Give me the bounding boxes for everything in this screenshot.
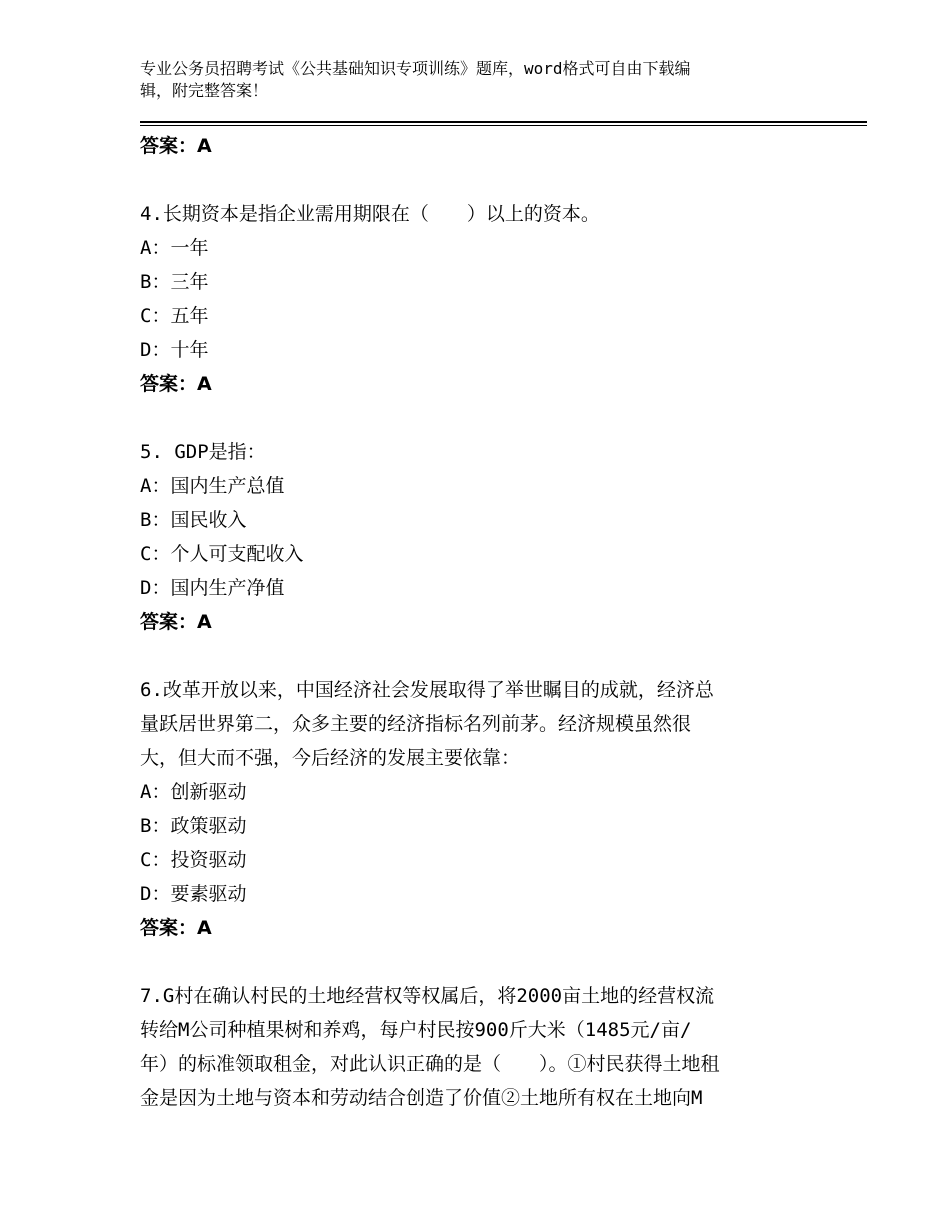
answer: 答案：A (140, 917, 212, 939)
answer: 答案：A (140, 373, 212, 395)
question-text-line-3: 大，但大而不强，今后经济的发展主要依靠： (140, 747, 521, 769)
page-header (140, 58, 800, 102)
prev-answer: 答案：A (140, 135, 212, 157)
question-text-line-2: 转给M公司种植果树和养鸡，每户村民按900斤大米（1485元/亩/ (140, 1019, 692, 1041)
option-c: C：个人可支配收入 (140, 543, 304, 565)
question-text-line-3: 年）的标准领取租金，对此认识正确的是（ ）。①村民获得土地租 (140, 1053, 720, 1075)
option-a: A：一年 (140, 237, 209, 259)
header-rule-thick (140, 121, 867, 123)
question-4 (140, 197, 820, 401)
option-b: B：国民收入 (140, 509, 247, 531)
option-b: B：政策驱动 (140, 815, 247, 837)
option-b: B：三年 (140, 271, 209, 293)
option-d: D：十年 (140, 339, 209, 361)
option-d: D：国内生产净值 (140, 577, 285, 599)
option-d: D：要素驱动 (140, 883, 247, 905)
option-c: C：五年 (140, 305, 209, 327)
question-text: 5. GDP是指： (140, 441, 266, 463)
header-line-2: 辑，附完整答案！ (140, 81, 269, 100)
answer: 答案：A (140, 611, 212, 633)
question-text: 4.长期资本是指企业需用期限在（ ）以上的资本。 (140, 203, 600, 225)
question-6 (140, 673, 820, 945)
question-text-line-1: 6.改革开放以来，中国经济社会发展取得了举世瞩目的成就，经济总 (140, 679, 714, 701)
header-line-1: 专业公务员招聘考试《公共基础知识专项训练》题库，word格式可自由下载编 (140, 59, 691, 78)
question-7 (140, 979, 820, 1115)
question-text-line-2: 量跃居世界第二，众多主要的经济指标名列前茅。经济规模虽然很 (140, 713, 692, 735)
question-list (140, 129, 820, 1115)
question-5 (140, 435, 820, 639)
option-a: A：创新驱动 (140, 781, 247, 803)
option-c: C：投资驱动 (140, 849, 247, 871)
header-rule-thin (140, 125, 867, 126)
question-text-line-1: 7.G村在确认村民的土地经营权等权属后，将2000亩土地的经营权流 (140, 985, 715, 1007)
option-a: A：国内生产总值 (140, 475, 285, 497)
question-text-line-4: 金是因为土地与资本和劳动结合创造了价值②土地所有权在土地向M (140, 1087, 703, 1109)
